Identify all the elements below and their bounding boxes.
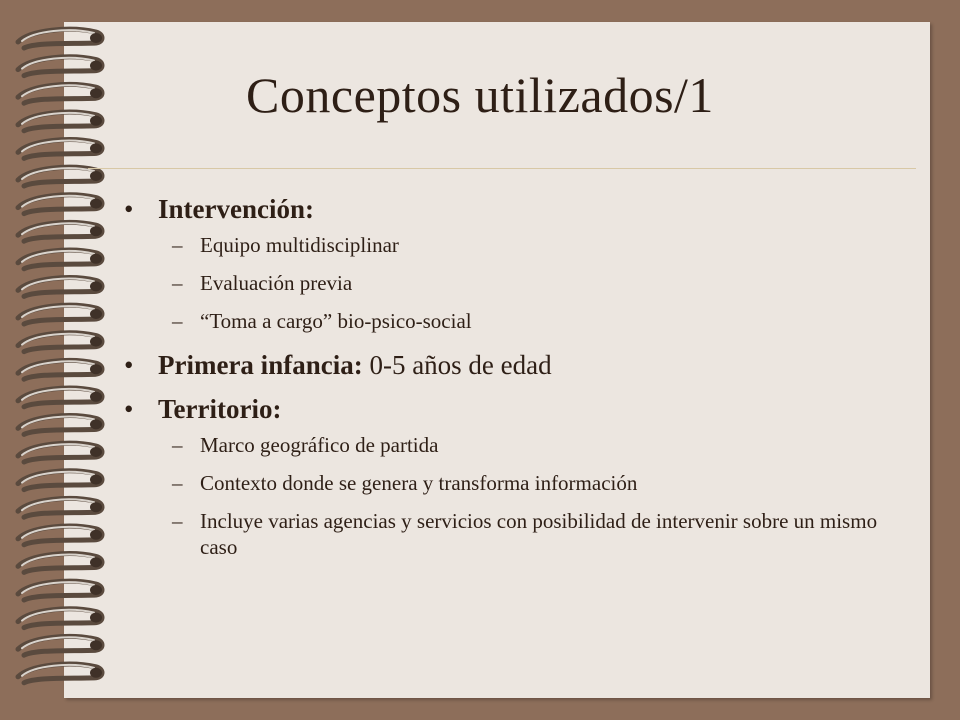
slide-title: Conceptos utilizados/1	[246, 67, 714, 123]
dash-icon: –	[172, 233, 183, 257]
dash-icon: –	[172, 271, 183, 295]
subitem	[118, 232, 908, 258]
dash-icon: –	[172, 471, 183, 495]
bullet-territorio	[118, 390, 908, 428]
subitem-text: “Toma a cargo” bio-psico-social	[200, 309, 472, 333]
subitem-text: Equipo multidisciplinar	[200, 233, 399, 257]
dash-icon: –	[172, 309, 183, 333]
subitem-text: Contexto donde se genera y transforma información	[200, 471, 638, 495]
bullet-icon: •	[124, 350, 134, 380]
bullet-label: Territorio:	[158, 394, 282, 424]
bullet-icon: •	[124, 394, 134, 424]
subitem	[118, 270, 908, 296]
bullet-intervencion	[118, 190, 908, 228]
dash-icon: –	[172, 509, 183, 533]
bullet-label: Intervención:	[158, 194, 314, 224]
bullet-icon: •	[124, 194, 134, 224]
bullet-primera-infancia	[118, 346, 908, 384]
dash-icon: –	[172, 433, 183, 457]
subitem	[118, 432, 908, 458]
subitem	[118, 508, 908, 560]
subitem-text: Evaluación previa	[200, 271, 353, 295]
slide-content	[118, 190, 908, 572]
bullet-label: Primera infancia:	[158, 350, 363, 380]
subitem-text: Marco geográfico de partida	[200, 433, 439, 457]
bullet-text: 0-5 años de edad	[362, 350, 552, 380]
subitem	[118, 308, 908, 334]
title-divider	[88, 168, 916, 169]
subitem-text: Incluye varias agencias y servicios con posibilidad de intervenir sobre un mismo caso	[200, 509, 878, 559]
subitem	[118, 470, 908, 496]
